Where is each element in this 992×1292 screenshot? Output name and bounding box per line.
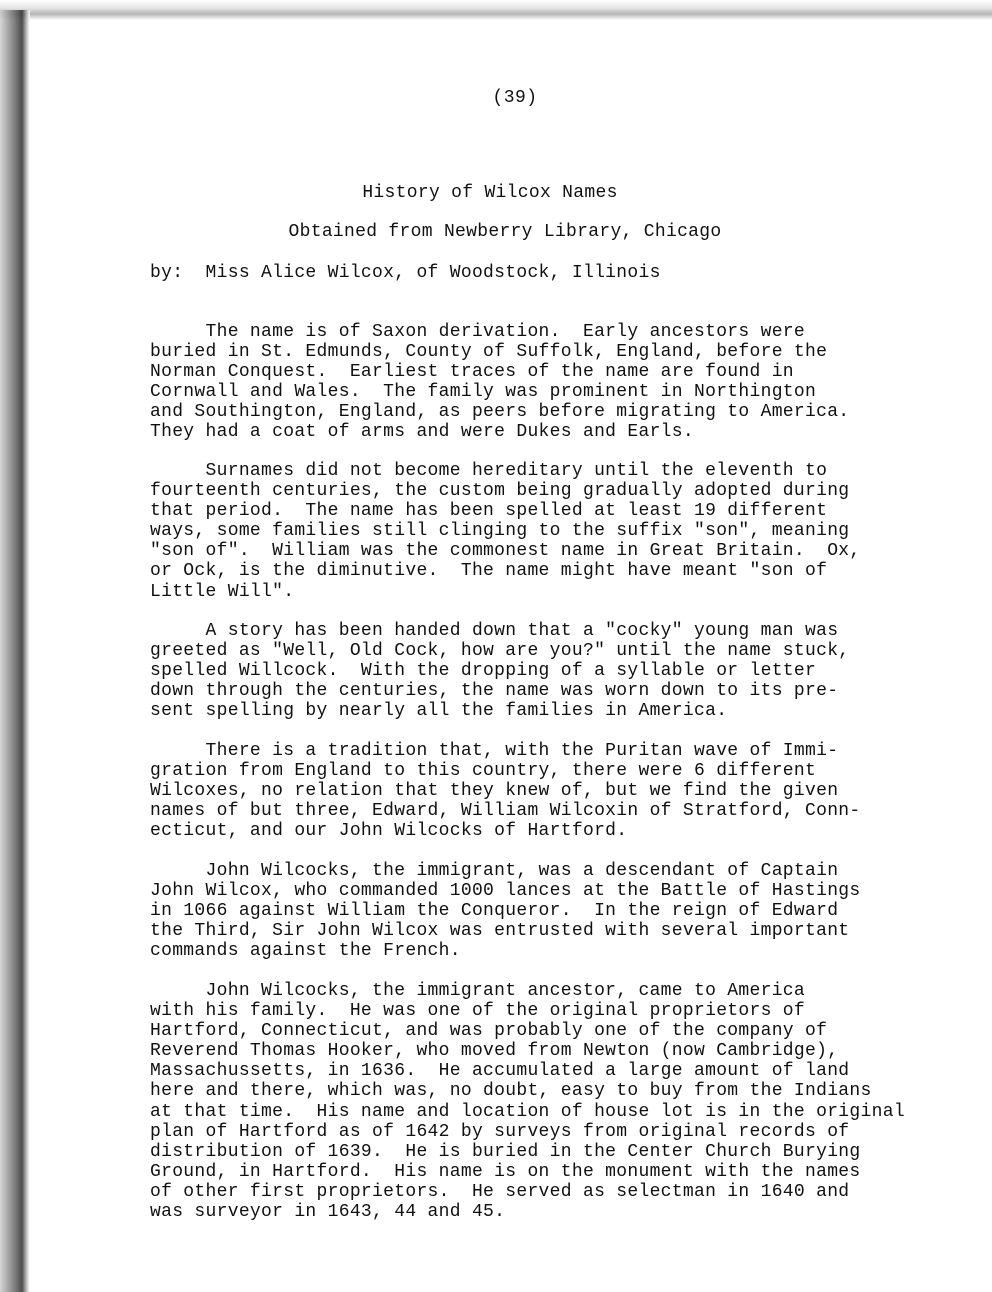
paragraph-line: Hartford, Connecticut, and was probably one of the company of (150, 1021, 828, 1042)
paragraph-line: Little Will". (150, 581, 295, 602)
paragraph-line: or Ock, is the diminutive. The name might have meant "son of (150, 561, 828, 582)
paragraph-line: ways, some families still clinging to the suffix "son", meaning (150, 521, 850, 542)
paragraph-3 (150, 621, 970, 721)
paragraph-line: names of but three, Edward, William Wilcoxin of Stratford, Conn- (150, 801, 861, 822)
paragraph-line: John Wilcocks, the immigrant ancestor, came to America (150, 981, 806, 1001)
paragraph-line: greeted as "Well, Old Cock, how are you?" until the name stuck, (150, 641, 850, 662)
paragraph-line: Ground, in Hartford. His name is on the monument with the names (150, 1161, 861, 1182)
paragraph-line: and Southington, England, as peers before migrating to America. (150, 402, 850, 423)
page-number: (39) (492, 88, 538, 108)
paragraph-line: Surnames did not become hereditary until the eleventh to (150, 461, 828, 481)
paragraph-line: gration from England to this country, there were 6 different (150, 761, 817, 782)
document-source: Obtained from Newberry Library, Chicago (288, 222, 722, 242)
paragraph-line: of other first proprietors. He served as selectman in 1640 and (150, 1181, 850, 1202)
paragraph-4 (150, 741, 970, 841)
paragraph-line: at that time. His name and location of house lot is in the original (150, 1101, 905, 1122)
paragraph-1 (150, 322, 970, 443)
paragraph-line: The name is of Saxon derivation. Early ancestors were (150, 322, 806, 342)
paragraph-line: distribution of 1639. He is buried in the Center Church Burying (150, 1141, 861, 1162)
paragraph-line: down through the centuries, the name was worn down to its pre- (150, 681, 839, 702)
paragraph-line: Cornwall and Wales. The family was prominent in Northington (150, 382, 817, 403)
paragraph-line: John Wilcocks, the immigrant, was a descendant of Captain (150, 861, 839, 881)
paragraph-line: here and there, which was, no doubt, easy to buy from the Indians (150, 1081, 872, 1102)
paragraph-line: Norman Conquest. Earliest traces of the name are found in (150, 362, 794, 383)
paragraph-line: John Wilcox, who commanded 1000 lances at the Battle of Hastings (150, 881, 861, 902)
document-byline: by: Miss Alice Wilcox, of Woodstock, Illinois (150, 263, 661, 283)
paragraph-line: A story has been handed down that a "cocky" young man was (150, 621, 839, 641)
paragraph-line: Reverend Thomas Hooker, who moved from Newton (now Cambridge), (150, 1041, 839, 1062)
paragraph-line: sent spelling by nearly all the families in America. (150, 701, 728, 722)
paragraph-line: that period. The name has been spelled at least 19 different (150, 501, 828, 522)
paragraph-5 (150, 861, 970, 961)
paragraph-line: commands against the French. (150, 941, 461, 962)
paragraph-line: buried in St. Edmunds, County of Suffolk, England, before the (150, 342, 828, 363)
paragraph-line: They had a coat of arms and were Dukes and Earls. (150, 422, 694, 443)
paragraph-line: ecticut, and our John Wilcocks of Hartford. (150, 821, 628, 842)
paragraph-6 (150, 981, 970, 1222)
scan-left-edge (0, 10, 30, 1292)
paragraph-line: fourteenth centuries, the custom being gradually adopted during (150, 481, 850, 502)
paragraph-line: plan of Hartford as of 1642 by surveys from original records of (150, 1121, 850, 1142)
paragraph-line: in 1066 against William the Conqueror. In the reign of Edward (150, 901, 839, 922)
scan-top-edge (0, 0, 992, 20)
paragraph-line: Wilcoxes, no relation that they knew of, but we find the given (150, 781, 839, 802)
document-title: History of Wilcox Names (362, 183, 618, 203)
paragraph-line: was surveyor in 1643, 44 and 45. (150, 1202, 506, 1223)
paragraph-2 (150, 461, 970, 602)
paragraph-line: spelled Willcock. With the dropping of a syllable or letter (150, 661, 817, 682)
paragraph-line: "son of". William was the commonest name in Great Britain. Ox, (150, 541, 861, 562)
paragraph-line: Massachussetts, in 1636. He accumulated a large amount of land (150, 1061, 850, 1082)
paragraph-line: There is a tradition that, with the Puritan wave of Immi- (150, 741, 839, 761)
paragraph-line: with his family. He was one of the original proprietors of (150, 1001, 806, 1022)
paragraph-line: the Third, Sir John Wilcox was entrusted with several important (150, 921, 850, 942)
